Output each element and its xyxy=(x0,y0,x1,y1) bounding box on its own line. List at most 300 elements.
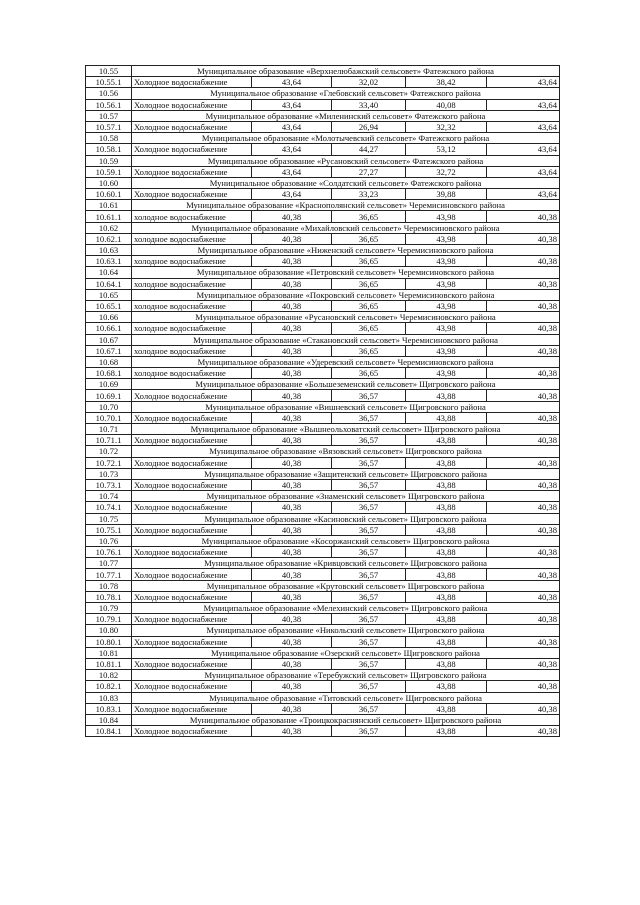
service-name: Холодное водоснабжение xyxy=(132,144,252,155)
municipality-header-row xyxy=(86,334,560,345)
municipality-title: Муниципальное образование «Кривцовский сельсовет» Щигровского района xyxy=(132,558,560,569)
tariff-value-4: 40,38 xyxy=(487,726,560,737)
tariff-value-4: 40,38 xyxy=(487,636,560,647)
tariff-value-2: 36,65 xyxy=(332,300,406,311)
row-number: 10.66.1 xyxy=(86,323,132,334)
row-number: 10.69.1 xyxy=(86,390,132,401)
tariff-value-3: 43,88 xyxy=(406,502,487,513)
table-row xyxy=(86,435,560,446)
service-name: Холодное водоснабжение xyxy=(132,166,252,177)
tariff-value-1: 40,38 xyxy=(252,435,332,446)
municipality-header-row xyxy=(86,200,560,211)
service-name: Холодное водоснабжение xyxy=(132,681,252,692)
tariff-value-2: 36,57 xyxy=(332,636,406,647)
tariff-value-1: 40,38 xyxy=(252,547,332,558)
tariff-value-1: 40,38 xyxy=(252,658,332,669)
row-number: 10.81 xyxy=(86,647,132,658)
table-row xyxy=(86,636,560,647)
table-row xyxy=(86,703,560,714)
municipality-header-row xyxy=(86,312,560,323)
tariff-value-3: 38,42 xyxy=(406,77,487,88)
row-number: 10.66 xyxy=(86,312,132,323)
service-name: холодное водоснабжение xyxy=(132,345,252,356)
tariff-value-4: 40,38 xyxy=(487,278,560,289)
table-row xyxy=(86,144,560,155)
service-name: холодное водоснабжение xyxy=(132,256,252,267)
tariff-value-4: 40,38 xyxy=(487,345,560,356)
tariff-value-1: 40,38 xyxy=(252,703,332,714)
municipality-header-row xyxy=(86,401,560,412)
municipality-title: Муниципальное образование «Верхнелюбажский сельсовет» Фатежского района xyxy=(132,66,560,77)
tariff-value-3: 32,72 xyxy=(406,166,487,177)
tariff-value-3: 43,98 xyxy=(406,368,487,379)
municipality-header-row xyxy=(86,88,560,99)
tariff-value-4: 40,38 xyxy=(487,547,560,558)
tariff-value-2: 36,57 xyxy=(332,547,406,558)
tariff-value-3: 43,98 xyxy=(406,345,487,356)
municipality-header-row xyxy=(86,155,560,166)
tariff-value-1: 40,38 xyxy=(252,726,332,737)
tariff-value-2: 36,57 xyxy=(332,614,406,625)
municipality-title: Муниципальное образование «Краснополянский сельсовет» Черемисиновского района xyxy=(132,200,560,211)
tariff-value-1: 40,38 xyxy=(252,345,332,356)
tariff-value-2: 36,65 xyxy=(332,323,406,334)
tariff-value-4: 40,38 xyxy=(487,368,560,379)
municipality-header-row xyxy=(86,491,560,502)
municipality-header-row xyxy=(86,647,560,658)
service-name: Холодное водоснабжение xyxy=(132,569,252,580)
row-number: 10.60 xyxy=(86,177,132,188)
tariff-value-2: 36,57 xyxy=(332,524,406,535)
row-number: 10.70.1 xyxy=(86,412,132,423)
tariff-value-1: 40,38 xyxy=(252,569,332,580)
tariff-value-1: 40,38 xyxy=(252,278,332,289)
municipality-header-row xyxy=(86,424,560,435)
service-name: холодное водоснабжение xyxy=(132,368,252,379)
row-number: 10.61.1 xyxy=(86,211,132,222)
tariff-value-4: 43,64 xyxy=(487,121,560,132)
tariff-value-2: 27,27 xyxy=(332,166,406,177)
row-number: 10.59.1 xyxy=(86,166,132,177)
table-row xyxy=(86,390,560,401)
municipality-title: Муниципальное образование «Вишневский сельсовет» Щигровского района xyxy=(132,401,560,412)
tariff-value-2: 36,65 xyxy=(332,233,406,244)
row-number: 10.55.1 xyxy=(86,77,132,88)
table-row xyxy=(86,457,560,468)
row-number: 10.76.1 xyxy=(86,547,132,558)
tariff-value-1: 40,38 xyxy=(252,591,332,602)
tariff-value-3: 43,88 xyxy=(406,681,487,692)
table-row xyxy=(86,300,560,311)
tariff-value-2: 44,27 xyxy=(332,144,406,155)
service-name: Холодное водоснабжение xyxy=(132,703,252,714)
tariff-value-3: 43,88 xyxy=(406,658,487,669)
table-row xyxy=(86,502,560,513)
table-row xyxy=(86,547,560,558)
tariff-value-2: 36,57 xyxy=(332,569,406,580)
row-number: 10.82 xyxy=(86,670,132,681)
table-row xyxy=(86,479,560,490)
municipality-title: Муниципальное образование «Титовский сельсовет» Щигровского района xyxy=(132,692,560,703)
tariff-value-3: 43,98 xyxy=(406,211,487,222)
row-number: 10.69 xyxy=(86,379,132,390)
municipality-title: Муниципальное образование «Озерский сельсовет» Щигровского района xyxy=(132,647,560,658)
municipality-header-row xyxy=(86,670,560,681)
tariff-value-1: 40,38 xyxy=(252,233,332,244)
row-number: 10.71.1 xyxy=(86,435,132,446)
municipality-title: Муниципальное образование «Большеземенский сельсовет» Щигровского района xyxy=(132,379,560,390)
tariff-value-4: 43,64 xyxy=(487,99,560,110)
municipality-title: Муниципальное образование «Вышнеольховатский сельсовет» Щигровского района xyxy=(132,424,560,435)
tariff-value-1: 43,64 xyxy=(252,144,332,155)
municipality-header-row xyxy=(86,692,560,703)
municipality-header-row xyxy=(86,245,560,256)
row-number: 10.82.1 xyxy=(86,681,132,692)
tariff-value-1: 40,38 xyxy=(252,300,332,311)
tariff-value-2: 36,57 xyxy=(332,457,406,468)
municipality-header-row xyxy=(86,558,560,569)
tariff-value-1: 43,64 xyxy=(252,166,332,177)
row-number: 10.73.1 xyxy=(86,479,132,490)
tariff-value-3: 43,88 xyxy=(406,435,487,446)
tariff-value-2: 36,57 xyxy=(332,435,406,446)
tariff-value-2: 26,94 xyxy=(332,121,406,132)
tariff-value-3: 43,88 xyxy=(406,726,487,737)
row-number: 10.62 xyxy=(86,222,132,233)
municipality-title: Муниципальное образование «Солдатский сельсовет» Фатежского района xyxy=(132,177,560,188)
row-number: 10.83.1 xyxy=(86,703,132,714)
row-number: 10.68 xyxy=(86,356,132,367)
tariff-value-2: 36,57 xyxy=(332,479,406,490)
tariff-value-3: 43,88 xyxy=(406,524,487,535)
table-row xyxy=(86,233,560,244)
tariff-value-4: 40,38 xyxy=(487,479,560,490)
service-name: Холодное водоснабжение xyxy=(132,614,252,625)
tariff-value-2: 36,57 xyxy=(332,412,406,423)
row-number: 10.77.1 xyxy=(86,569,132,580)
service-name: Холодное водоснабжение xyxy=(132,547,252,558)
tariff-value-3: 43,88 xyxy=(406,412,487,423)
municipality-title: Муниципальное образование «Касиновский сельсовет» Щигровского района xyxy=(132,513,560,524)
tariff-value-4: 40,38 xyxy=(487,502,560,513)
tariff-value-3: 43,98 xyxy=(406,256,487,267)
tariff-value-4: 40,38 xyxy=(487,614,560,625)
service-name: Холодное водоснабжение xyxy=(132,636,252,647)
row-number: 10.80 xyxy=(86,625,132,636)
tariff-value-3: 53,12 xyxy=(406,144,487,155)
table-row xyxy=(86,412,560,423)
row-number: 10.68.1 xyxy=(86,368,132,379)
row-number: 10.79.1 xyxy=(86,614,132,625)
tariff-value-4: 40,38 xyxy=(487,524,560,535)
service-name: холодное водоснабжение xyxy=(132,233,252,244)
row-number: 10.75.1 xyxy=(86,524,132,535)
service-name: Холодное водоснабжение xyxy=(132,457,252,468)
row-number: 10.64.1 xyxy=(86,278,132,289)
municipality-header-row xyxy=(86,468,560,479)
tariff-value-2: 36,57 xyxy=(332,658,406,669)
table-row xyxy=(86,345,560,356)
tariff-value-4: 40,38 xyxy=(487,681,560,692)
row-number: 10.67 xyxy=(86,334,132,345)
tariff-value-1: 43,64 xyxy=(252,189,332,200)
service-name: холодное водоснабжение xyxy=(132,211,252,222)
municipality-header-row xyxy=(86,289,560,300)
tariff-value-1: 40,38 xyxy=(252,479,332,490)
tariff-value-2: 36,65 xyxy=(332,256,406,267)
table-row xyxy=(86,591,560,602)
row-number: 10.80.1 xyxy=(86,636,132,647)
row-number: 10.58 xyxy=(86,133,132,144)
tariff-value-3: 43,88 xyxy=(406,614,487,625)
row-number: 10.65 xyxy=(86,289,132,300)
tariff-value-4: 43,64 xyxy=(487,77,560,88)
tariff-value-1: 40,38 xyxy=(252,211,332,222)
tariff-table xyxy=(85,65,560,737)
tariff-value-1: 40,38 xyxy=(252,524,332,535)
service-name: холодное водоснабжение xyxy=(132,300,252,311)
tariff-value-3: 43,88 xyxy=(406,636,487,647)
tariff-value-1: 40,38 xyxy=(252,368,332,379)
row-number: 10.56.1 xyxy=(86,99,132,110)
tariff-value-3: 43,88 xyxy=(406,390,487,401)
row-number: 10.56 xyxy=(86,88,132,99)
service-name: Холодное водоснабжение xyxy=(132,189,252,200)
tariff-value-3: 32,32 xyxy=(406,121,487,132)
municipality-title: Муниципальное образование «Петровский сельсовет» Черемисиновского района xyxy=(132,267,560,278)
service-name: Холодное водоснабжение xyxy=(132,435,252,446)
row-number: 10.55 xyxy=(86,66,132,77)
service-name: Холодное водоснабжение xyxy=(132,77,252,88)
tariff-value-3: 39,88 xyxy=(406,189,487,200)
municipality-title: Муниципальное образование «Удеревский сельсовет» Черемисиновского района xyxy=(132,356,560,367)
service-name: Холодное водоснабжение xyxy=(132,412,252,423)
municipality-title: Муниципальное образование «Никольский сельсовет» Щигровского района xyxy=(132,625,560,636)
table-row xyxy=(86,658,560,669)
municipality-title: Муниципальное образование «Ниженский сельсовет» Черемисиновского района xyxy=(132,245,560,256)
municipality-header-row xyxy=(86,513,560,524)
row-number: 10.60.1 xyxy=(86,189,132,200)
service-name: Холодное водоснабжение xyxy=(132,121,252,132)
service-name: Холодное водоснабжение xyxy=(132,99,252,110)
table-row xyxy=(86,166,560,177)
row-number: 10.84 xyxy=(86,714,132,725)
tariff-value-3: 43,88 xyxy=(406,457,487,468)
tariff-value-1: 40,38 xyxy=(252,636,332,647)
tariff-value-2: 33,40 xyxy=(332,99,406,110)
tariff-value-2: 36,57 xyxy=(332,703,406,714)
row-number: 10.63.1 xyxy=(86,256,132,267)
tariff-value-2: 36,65 xyxy=(332,345,406,356)
municipality-title: Муниципальное образование «Мелехинский сельсовет» Щигровского района xyxy=(132,603,560,614)
tariff-value-3: 43,88 xyxy=(406,479,487,490)
municipality-title: Муниципальное образование «Теребужский сельсовет» Щигровского района xyxy=(132,670,560,681)
municipality-header-row xyxy=(86,177,560,188)
row-number: 10.76 xyxy=(86,535,132,546)
row-number: 10.72.1 xyxy=(86,457,132,468)
municipality-header-row xyxy=(86,133,560,144)
tariff-table-body xyxy=(86,66,560,737)
row-number: 10.70 xyxy=(86,401,132,412)
tariff-value-2: 33,23 xyxy=(332,189,406,200)
row-number: 10.84.1 xyxy=(86,726,132,737)
tariff-value-2: 36,57 xyxy=(332,502,406,513)
municipality-header-row xyxy=(86,625,560,636)
table-row xyxy=(86,681,560,692)
tariff-value-4: 43,64 xyxy=(487,189,560,200)
municipality-title: Муниципальное образование «Русановский сельсовет» Черемисиновского района xyxy=(132,312,560,323)
municipality-header-row xyxy=(86,356,560,367)
tariff-value-1: 43,64 xyxy=(252,99,332,110)
table-row xyxy=(86,189,560,200)
row-number: 10.63 xyxy=(86,245,132,256)
municipality-header-row xyxy=(86,714,560,725)
municipality-header-row xyxy=(86,267,560,278)
tariff-value-3: 43,98 xyxy=(406,233,487,244)
tariff-value-4: 40,38 xyxy=(487,569,560,580)
table-row xyxy=(86,614,560,625)
tariff-value-2: 36,65 xyxy=(332,211,406,222)
row-number: 10.78.1 xyxy=(86,591,132,602)
tariff-value-1: 40,38 xyxy=(252,390,332,401)
tariff-value-1: 40,38 xyxy=(252,457,332,468)
row-number: 10.65.1 xyxy=(86,300,132,311)
tariff-value-1: 40,38 xyxy=(252,681,332,692)
tariff-value-3: 43,88 xyxy=(406,703,487,714)
municipality-title: Муниципальное образование «Русановский сельсовет» Фатежского района xyxy=(132,155,560,166)
tariff-value-4: 40,38 xyxy=(487,658,560,669)
service-name: холодное водоснабжение xyxy=(132,278,252,289)
row-number: 10.79 xyxy=(86,603,132,614)
tariff-value-4: 43,64 xyxy=(487,144,560,155)
tariff-value-3: 43,98 xyxy=(406,300,487,311)
tariff-value-4: 40,38 xyxy=(487,323,560,334)
tariff-value-1: 43,64 xyxy=(252,77,332,88)
row-number: 10.83 xyxy=(86,692,132,703)
tariff-value-4: 40,38 xyxy=(487,256,560,267)
municipality-header-row xyxy=(86,379,560,390)
table-row xyxy=(86,278,560,289)
municipality-title: Муниципальное образование «Миленинский сельсовет» Фатежского района xyxy=(132,110,560,121)
tariff-value-3: 43,88 xyxy=(406,591,487,602)
tariff-value-4: 40,38 xyxy=(487,591,560,602)
municipality-title: Муниципальное образование «Знаменский сельсовет» Щигровского района xyxy=(132,491,560,502)
row-number: 10.61 xyxy=(86,200,132,211)
tariff-value-4: 40,38 xyxy=(487,703,560,714)
municipality-title: Муниципальное образование «Стакановский сельсовет» Черемисиновского района xyxy=(132,334,560,345)
municipality-title: Муниципальное образование «Вязовский сельсовет» Щигровского района xyxy=(132,446,560,457)
row-number: 10.72 xyxy=(86,446,132,457)
municipality-title: Муниципальное образование «Троицкокраснянский сельсовет» Щигровского района xyxy=(132,714,560,725)
tariff-value-2: 36,57 xyxy=(332,390,406,401)
tariff-value-2: 36,57 xyxy=(332,726,406,737)
municipality-title: Муниципальное образование «Михайловский сельсовет» Черемисиновского района xyxy=(132,222,560,233)
tariff-value-1: 40,38 xyxy=(252,256,332,267)
tariff-value-4: 40,38 xyxy=(487,211,560,222)
municipality-title: Муниципальное образование «Косоржанский сельсовет» Щигровского района xyxy=(132,535,560,546)
municipality-header-row xyxy=(86,222,560,233)
row-number: 10.57 xyxy=(86,110,132,121)
tariff-value-2: 36,57 xyxy=(332,681,406,692)
row-number: 10.58.1 xyxy=(86,144,132,155)
municipality-title: Муниципальное образование «Защитенский сельсовет» Щигровского района xyxy=(132,468,560,479)
tariff-value-2: 32,02 xyxy=(332,77,406,88)
table-row xyxy=(86,726,560,737)
row-number: 10.73 xyxy=(86,468,132,479)
row-number: 10.62.1 xyxy=(86,233,132,244)
tariff-value-3: 43,88 xyxy=(406,547,487,558)
row-number: 10.59 xyxy=(86,155,132,166)
row-number: 10.78 xyxy=(86,580,132,591)
service-name: Холодное водоснабжение xyxy=(132,479,252,490)
municipality-title: Муниципальное образование «Молотычевский сельсовет» Фатежского района xyxy=(132,133,560,144)
municipality-title: Муниципальное образование «Глебовский сельсовет» Фатежского района xyxy=(132,88,560,99)
tariff-value-3: 43,98 xyxy=(406,278,487,289)
row-number: 10.74.1 xyxy=(86,502,132,513)
municipality-header-row xyxy=(86,110,560,121)
row-number: 10.57.1 xyxy=(86,121,132,132)
municipality-title: Муниципальное образование «Крутовский сельсовет» Щигровского района xyxy=(132,580,560,591)
table-row xyxy=(86,569,560,580)
tariff-value-4: 40,38 xyxy=(487,300,560,311)
tariff-value-2: 36,65 xyxy=(332,368,406,379)
tariff-value-1: 43,64 xyxy=(252,121,332,132)
tariff-value-2: 36,65 xyxy=(332,278,406,289)
table-row xyxy=(86,211,560,222)
row-number: 10.75 xyxy=(86,513,132,524)
table-row xyxy=(86,77,560,88)
service-name: Холодное водоснабжение xyxy=(132,658,252,669)
municipality-header-row xyxy=(86,580,560,591)
table-row xyxy=(86,256,560,267)
service-name: Холодное водоснабжение xyxy=(132,591,252,602)
row-number: 10.64 xyxy=(86,267,132,278)
tariff-value-4: 40,38 xyxy=(487,457,560,468)
tariff-value-1: 40,38 xyxy=(252,502,332,513)
table-row xyxy=(86,323,560,334)
service-name: Холодное водоснабжение xyxy=(132,726,252,737)
row-number: 10.74 xyxy=(86,491,132,502)
service-name: Холодное водоснабжение xyxy=(132,390,252,401)
tariff-value-1: 40,38 xyxy=(252,412,332,423)
municipality-title: Муниципальное образование «Покровский сельсовет» Черемисиновского района xyxy=(132,289,560,300)
row-number: 10.77 xyxy=(86,558,132,569)
tariff-value-1: 40,38 xyxy=(252,323,332,334)
tariff-value-3: 40,08 xyxy=(406,99,487,110)
tariff-value-4: 40,38 xyxy=(487,435,560,446)
table-row xyxy=(86,121,560,132)
table-row xyxy=(86,368,560,379)
row-number: 10.67.1 xyxy=(86,345,132,356)
tariff-value-1: 40,38 xyxy=(252,614,332,625)
service-name: Холодное водоснабжение xyxy=(132,524,252,535)
tariff-value-3: 43,88 xyxy=(406,569,487,580)
table-row xyxy=(86,99,560,110)
tariff-value-3: 43,98 xyxy=(406,323,487,334)
tariff-value-4: 43,64 xyxy=(487,166,560,177)
row-number: 10.81.1 xyxy=(86,658,132,669)
municipality-header-row xyxy=(86,446,560,457)
tariff-value-4: 40,38 xyxy=(487,390,560,401)
municipality-header-row xyxy=(86,603,560,614)
municipality-header-row xyxy=(86,535,560,546)
service-name: холодное водоснабжение xyxy=(132,323,252,334)
table-row xyxy=(86,524,560,535)
tariff-value-4: 40,38 xyxy=(487,233,560,244)
tariff-value-2: 36,57 xyxy=(332,591,406,602)
municipality-header-row xyxy=(86,66,560,77)
service-name: Холодное водоснабжение xyxy=(132,502,252,513)
